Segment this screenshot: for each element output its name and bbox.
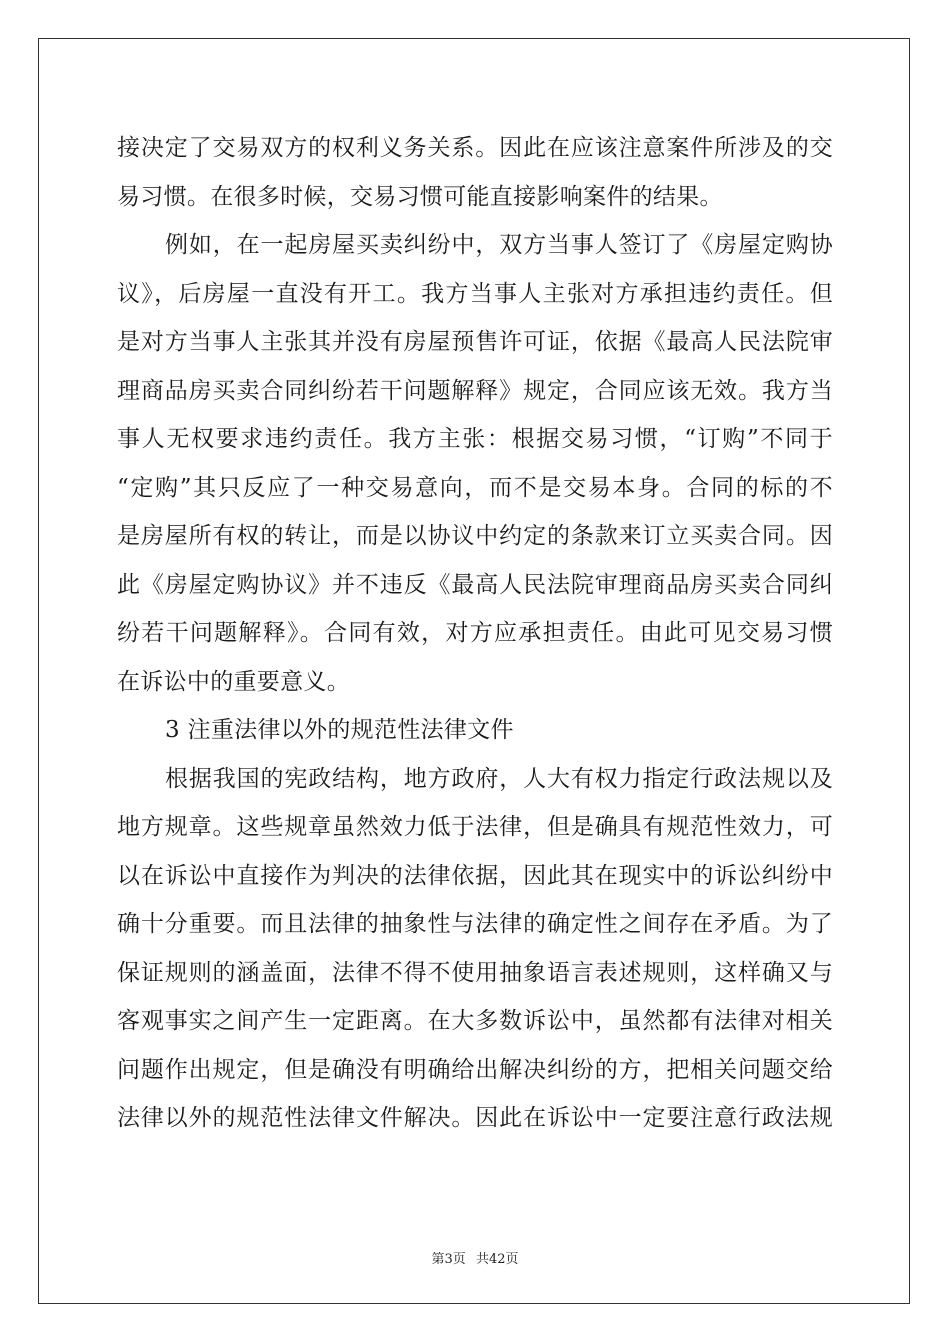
text-line: 是对方当事人主张其并没有房屋预售许可证，依据《最高人民法院审	[117, 329, 833, 355]
text-line: 在诉讼中的重要意义。	[117, 668, 350, 695]
document-body	[117, 124, 833, 1143]
text-line: 保证规则的涵盖面，法律不得不使用抽象语言表述规则，这样确又与	[117, 959, 833, 986]
text-line: 事人无权要求违约责任。我方主张：根据交易习惯，“订购”不同于	[117, 426, 833, 452]
text-line: 问题作出规定，但是确没有明确给出解决纠纷的方，把相关问题交给	[117, 1056, 833, 1083]
page-footer	[0, 1248, 950, 1267]
text-line: 以在诉讼中直接作为判决的法律依据，因此其在现实中的诉讼纠纷中	[117, 862, 833, 889]
text-line: 理商品房买卖合同纠纷若干问题解释》规定，合同应该无效。我方当	[117, 377, 833, 404]
text-line: 议》，后房屋一直没有开工。我方当事人主张对方承担违约责任。但	[117, 280, 833, 307]
text-line: 客观事实之间产生一定距离。在大多数诉讼中，虽然都有法律对相关	[117, 1008, 833, 1034]
text-line: 根据我国的宪政结构，地方政府，人大有权力指定行政法规以及	[165, 765, 833, 792]
text-line: 接决定了交易双方的权利义务关系。因此在应该注意案件所涉及的交	[117, 135, 833, 161]
text-line: 纷若干问题解释》。合同有效，对方应承担责任。由此可见交易习惯	[117, 620, 833, 646]
text-line: 此《房屋定购协议》并不违反《最高人民法院审理商品房买卖合同纠	[117, 571, 833, 598]
page-total: 共42页	[475, 1252, 519, 1267]
section-heading: 3 注重法律以外的规范性法律文件	[165, 717, 514, 743]
text-line: 易习惯。在很多时候，交易习惯可能直接影响案件的结果。	[117, 183, 723, 210]
text-line: 例如，在一起房屋买卖纠纷中，双方当事人签订了《房屋定购协	[165, 232, 833, 258]
text-line: 确十分重要。而且法律的抽象性与法律的确定性之间存在矛盾。为了	[117, 911, 833, 937]
page-number: 第3页	[431, 1252, 466, 1267]
text-line: 地方规章。这些规章虽然效力低于法律，但是确具有规范性效力，可	[117, 814, 833, 840]
text-line: 法律以外的规范性法律文件解决。因此在诉讼中一定要注意行政法规	[117, 1105, 833, 1131]
text-line: “定购”其只反应了一种交易意向，而不是交易本身。合同的标的不	[117, 474, 833, 501]
text-line: 是房屋所有权的转让，而是以协议中约定的条款来订立买卖合同。因	[117, 523, 833, 549]
